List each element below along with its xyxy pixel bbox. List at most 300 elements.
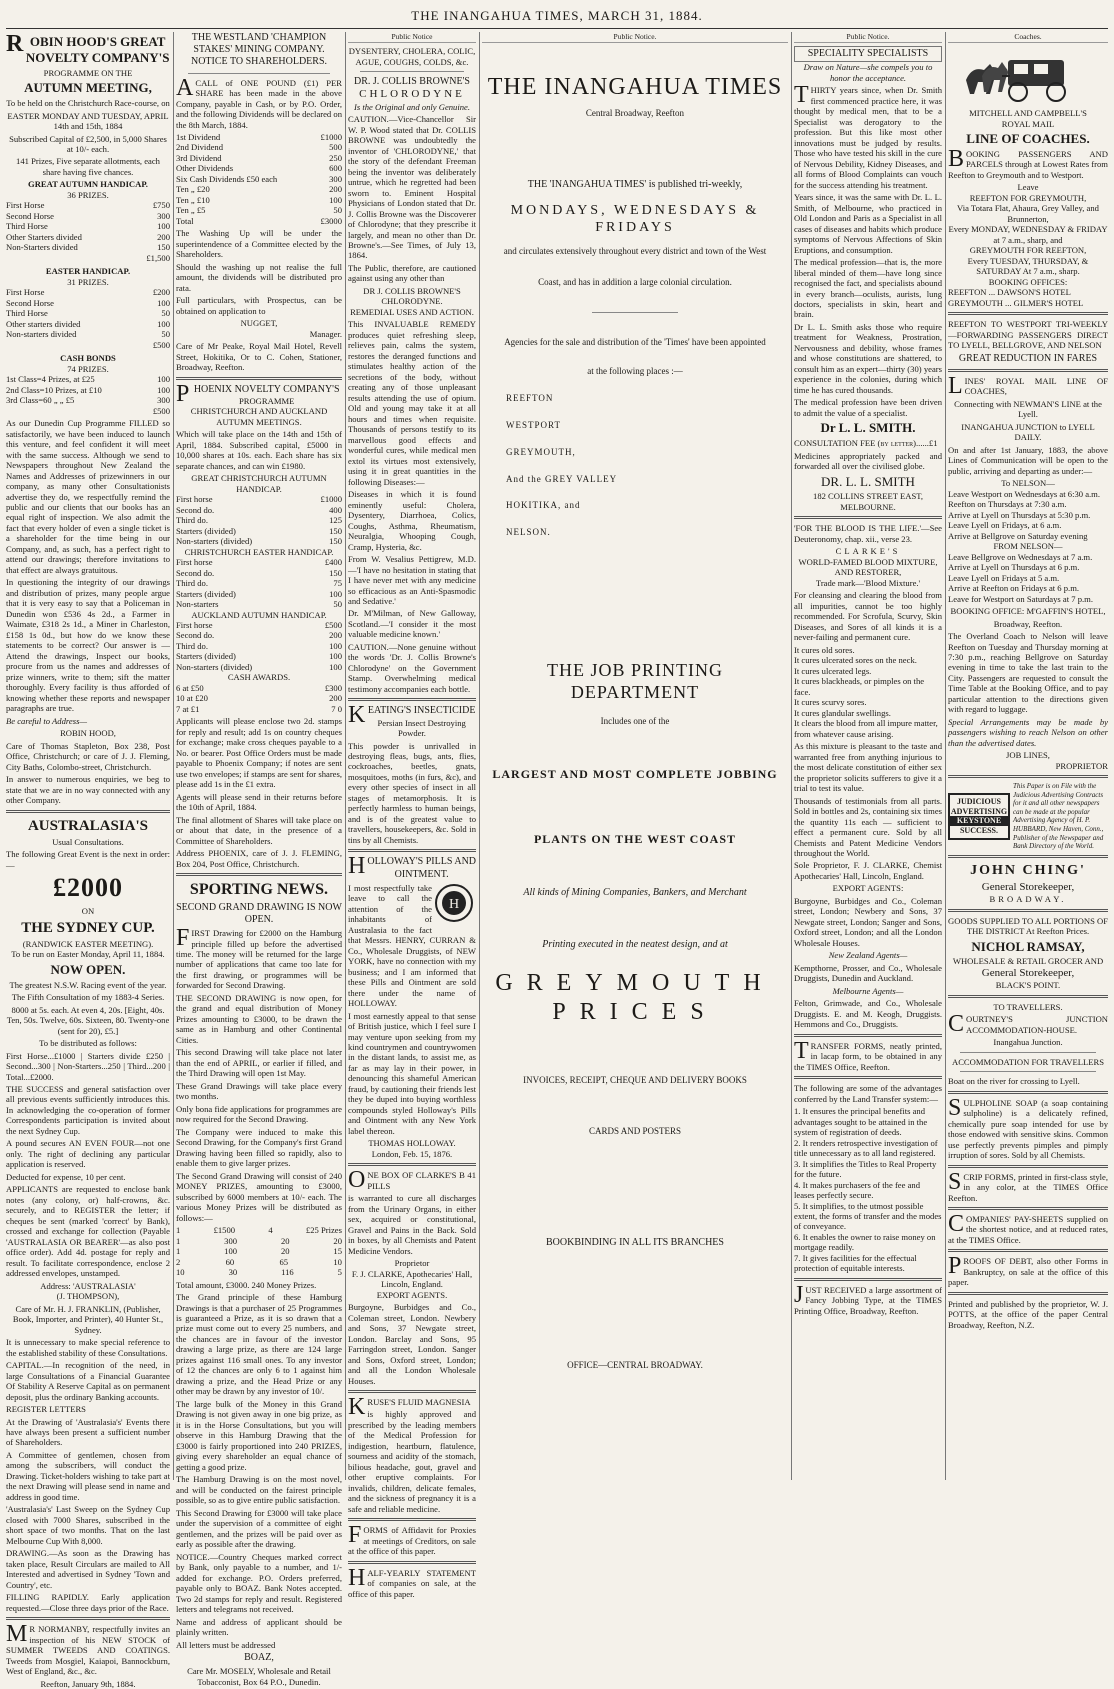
table-cell: 20 — [280, 1235, 290, 1246]
table-row — [176, 1246, 342, 1256]
table-cell: 65 — [279, 1256, 289, 1267]
table-cell: £1000 — [320, 131, 342, 142]
table-cell: 150 — [329, 567, 342, 578]
aus-para-3: Deducted for expense, 10 per cent. — [6, 1171, 126, 1182]
robin-hood-heading: ROBIN HOOD'S GREAT NOVELTY COMPANY'S — [6, 31, 170, 65]
list-item: It clears the blood from all impure matter, from whatever cause arising. — [794, 718, 938, 739]
to-nelson-list — [948, 489, 1108, 541]
chloro-para-5: This INVALUABLE REMEDY produces quiet refreshing sleep, relieves pain, calms the system, restores the deranged functions and stimulates healthy action of the secretions of the body, without creating any of those unpleasant results attending the use of opium. Old and young may take it at all hours and times when requisite. Thousands of persons testify to its marvellous good effects and wonderful cures, while medical men extol its virtues most extensively, using it in great quantities in the following Diseases:— — [348, 319, 476, 487]
cash-bonds: CASH BONDS — [60, 353, 116, 364]
great-reduction: GREAT REDUCTION IN FARES — [958, 352, 1098, 364]
table-row — [176, 599, 342, 609]
chloro-para-3: DR J. COLLIS BROWNE'S CHLORODYNE. — [363, 285, 461, 307]
table-cell: First horse — [176, 494, 213, 505]
clarke-name: F. J. CLARKE, Apothecaries' Hall, — [351, 1268, 473, 1279]
list-item: It cures ulcerated sores on the neck. — [794, 655, 917, 666]
booking-offices: BOOKING OFFICES: — [988, 276, 1068, 287]
sport-para-13: NOTICE.—Country Cheques marked correct by Bank, only payable to a number, and 1/- added for exchange. P.O. Orders preferred, payable only to BOAZ. Bank Notes accepted. Two 2d stamps for reply and result. Registered letters and telegrams not received. — [176, 1551, 342, 1615]
table-row — [176, 683, 342, 693]
holloway-signature: THOMAS HOLLOWAY. — [368, 1138, 456, 1149]
export-agents: EXPORT AGENTS: — [832, 883, 904, 894]
overland-coach: The Overland Coach to Nelson will leave Reefton on Tuesday and Thursday morning at 7:30 p.m., reaching Bellgrove on Saturday evening in time to take the last train to the City. Passengers are requested to consult the Time Table at the Booking Office, and to pay particular attention to the directions given with regard to luggage. — [948, 631, 1108, 715]
col5-header: Public Notice. — [794, 32, 942, 43]
aus-text-2: The Fifth Consultation of my 1883-4 Series. — [11, 992, 165, 1003]
phoenix-address: Address PHOENIX, care of J. J. FLEMING, Box 204, Post Office, Christchurch. — [176, 848, 342, 869]
notice-shareholders: NOTICE TO SHAREHOLDERS. — [190, 56, 328, 68]
chlorodyne: CHLORODYNE — [359, 88, 465, 101]
col6-header: Coaches. — [948, 32, 1108, 43]
trade-mark: Trade mark—'Blood Mixture.' — [815, 577, 921, 588]
list-item: REEFTON — [506, 392, 554, 403]
chloro-para-4: REMEDIAL USES AND ACTION. — [350, 306, 474, 317]
table-cell: 300 — [157, 210, 170, 221]
table-cell: 300 — [157, 395, 170, 406]
judicious-badge — [948, 782, 1108, 850]
list-item: Arrive at Lyell on Thursdays at 5:30 p.m. — [948, 509, 1091, 520]
table-row — [176, 1236, 342, 1246]
aus-address-1: (J. THOMPSON), — [56, 1291, 120, 1302]
keating-para: This powder is unrivalled in destroying fleas, bugs, ants, flies, cockroaches, beetles, gnats, mosquitoes, moths (in furs, &c), and every other species of insect in all stages of metamorphosis. It is perfectly harmless to human beings, and is of the greatest value to travellers, housekeepers, &c. Sold in tins by all Chemists. — [348, 740, 476, 845]
list-item: Arrive at Reefton on Fridays at 6 p.m. — [948, 583, 1080, 594]
table-row — [6, 319, 170, 329]
table-cell: 7 0 — [331, 703, 342, 714]
sport-para-8: Total amount, £3000. 240 Money Prizes. — [176, 1279, 317, 1290]
times-circulates: and circulates extensively throughout every district and town of the West — [503, 245, 767, 256]
badge-line-4: SUCCESS. — [959, 826, 998, 836]
column-5 — [794, 32, 942, 1480]
table-cell: Other Starters divided — [6, 231, 82, 242]
table-cell: £1500 — [213, 1225, 236, 1236]
column-4 — [482, 32, 788, 1480]
table-row — [6, 211, 170, 221]
dr-smith-1: Dr L. L. SMITH. — [820, 420, 916, 436]
aus-para-6: CAPITAL.—In recognition of the need, in large Consultations of a Financial Guarantee Of Stability A Reserve Capital as on permanent deposit, plus the ordinary Banking accounts. — [6, 1360, 170, 1402]
list-item: 3. It simplifies the Titles to Real Property for the future. — [794, 1158, 937, 1180]
list-item: HOKITIKA, and — [506, 500, 581, 511]
handicap1-prizes: 36 PRIZES. — [67, 189, 109, 200]
cash-bonds-table — [6, 374, 170, 416]
phoenix-g2-table — [176, 557, 342, 609]
phoenix-g3: AUCKLAND AUTUMN HANDICAP. — [191, 609, 327, 620]
table-cell: 100 — [329, 640, 342, 651]
table-cell: Starters (divided) — [176, 588, 236, 599]
sport-para-2: THE SECOND DRAWING is now open, for the grand and equal distribution of Money Prizes amounting to £3000, to be drawn the same as in Hamburg and other Continental Cities. — [176, 992, 342, 1045]
coach-illustration-icon — [958, 46, 1098, 106]
table-row — [176, 174, 342, 184]
table-cell: 60 — [225, 1256, 235, 1267]
table-cell: Second do. — [176, 504, 215, 515]
table-cell: Starters (divided) — [176, 651, 236, 662]
list-item: Leave Lyell on Fridays, at 6 a.m. — [948, 520, 1062, 531]
table-cell: 7 at £1 — [176, 703, 200, 714]
list-item: 7. It gives facilities for the effectual protection of equitable interests. — [794, 1252, 917, 1274]
goods-supplied: GOODS SUPPLIED TO ALL PORTIONS OF THE DISTRICT At Reefton Prices. — [948, 915, 1109, 937]
keystone-badge-icon — [948, 793, 1010, 840]
sport-para-5: Only bona fide applications for programmes are now required for the Second Drawing. — [176, 1103, 342, 1125]
holloway-seal-icon — [434, 883, 474, 923]
chloro-para-2: The Public, therefore, are cautioned against using any other than — [348, 262, 476, 284]
advantages-intro: The following are some of the advantages conferred by the Land Transfer system:— — [794, 1083, 942, 1104]
australasia-sub: Usual Consultations. — [52, 836, 124, 847]
table-cell: £300 — [324, 682, 342, 693]
table-row — [176, 641, 342, 651]
table-cell: £500 — [152, 405, 170, 416]
list-item: Arrive at Bellgrove on Saturday evening — [948, 530, 1088, 541]
list-item: And the GREY VALLEY — [506, 473, 618, 484]
table-cell: Third Horse — [6, 221, 48, 232]
table-cell: 100 — [329, 661, 342, 672]
table-row — [6, 395, 170, 405]
dysentery-line: DYSENTERY, CHOLERA, COLIC, AGUE, COUGHS, COLDS, &c. — [348, 46, 476, 67]
table-cell: First Horse — [6, 200, 45, 211]
phoenix-g3-table — [176, 620, 342, 672]
list-item: Arrive at Lyell on Thursdays at 6 p.m. — [948, 562, 1080, 573]
table-cell: 150 — [329, 525, 342, 536]
table-cell: £25 Prizes — [305, 1225, 342, 1236]
nichol-storekeeper: General Storekeeper, — [981, 966, 1075, 979]
table-row — [176, 630, 342, 640]
sport-para-7: The Second Grand Drawing will consist of 240 MONEY PRIZES, amounting to £3000, subscribed by 6000 members at 10/- each. The various Money Prizes will be distributed as follows:— — [176, 1170, 342, 1223]
table-row — [176, 142, 342, 152]
aus-para-10: 'Australasia's' Last Sweep on the Sydney Cup closed with 7000 Shares, subscribed in the short space of two months. That on the last Melbourne Cup With 8,000. — [6, 1504, 170, 1546]
line-of-coaches: LINE OF COACHES. — [966, 131, 1090, 147]
sporting-sub: SECOND GRAND DRAWING IS NOW OPEN. — [176, 901, 342, 925]
office-central: OFFICE—CENTRAL BROADWAY. — [567, 1359, 703, 1370]
transfer-forms: TRANSFER FORMS, neatly printed, in lacap form, to be obtained in any the TIMES Office, Reefton. — [794, 1037, 942, 1072]
chloro-para-7: From W. Vesalius Pettigrew, M.D.—'I have no hesitation in stating that I have never met with any medicine so efficacious as an Anti-Spasmodic and Sedative.' — [348, 554, 476, 606]
table-cell: 50 — [161, 329, 170, 340]
table-cell: 150 — [157, 242, 170, 253]
table-row — [176, 1267, 342, 1277]
table-cell: Second Horse — [6, 210, 54, 221]
table-cell: Non-starters (divided) — [176, 661, 253, 672]
kruse-heading: KRUSE'S FLUID MAGNESIA — [348, 1394, 471, 1420]
table-row — [176, 620, 342, 630]
australasia-heading: AUSTRALASIA'S — [27, 817, 149, 834]
phoenix-heading: PHOENIX NOVELTY COMPANY'S — [176, 380, 340, 407]
speciality-heading: SPECIALITY SPECIALISTS — [794, 46, 942, 62]
places-list — [482, 393, 788, 539]
table-cell: 3rd Class=60 „ „ £5 — [6, 395, 75, 406]
table-cell: Starters (divided) — [176, 525, 236, 536]
table-row — [176, 651, 342, 661]
clarkes: CLARKE'S — [835, 546, 901, 557]
table-row — [176, 184, 342, 194]
smith-para-3: The medical profession—that is, the more liberal minded of them—have long since recognised the fact, and specialists abound in every branch—oculists, aurists, lung doctors, specialists in skin, heart and brain. — [794, 257, 942, 320]
table-cell: Ten „ £5 — [176, 205, 206, 216]
table-row — [176, 578, 342, 588]
clarke-export: EXPORT AGENTS. — [376, 1289, 448, 1300]
table-row — [6, 232, 170, 242]
list-item: 4. It makes purchasers of the fee and leases perfectly secure. — [794, 1179, 920, 1201]
list-item: GREYMOUTH, — [506, 446, 576, 457]
sport-para-6: The Company were induced to make this Second Drawing, for the Company's first Grand Drawing having been filled so rapidly, also to enable them to give larger prizes. — [176, 1126, 342, 1169]
column-3 — [348, 32, 477, 1599]
phoenix-g1: GREAT CHRISTCHURCH AUTUMN HANDICAP. — [191, 473, 327, 494]
smith-para-2: Years since, it was the same with Dr. L. L. Smith, of Melbourne, who practiced in Old London and Paris as a Specialist in all cases of diseases and habits which produce symptoms of Nervous Affections of Skin Eruptions, and consumption. — [794, 192, 942, 255]
table-cell: 5 — [337, 1267, 342, 1278]
wholesale-grocer: WHOLESALE & RETAIL GROCER AND — [952, 956, 1104, 967]
courtneys: COURTNEY'S JUNCTION ACCOMMODATION-HOUSE. — [948, 1011, 1108, 1038]
clarke-pills-heading: ONE BOX OF CLARKE'S B 41 PILLS — [348, 1167, 476, 1194]
chloro-para-9: CAUTION.—None genuine without the words 'Dr. J. Collis Browne's Chlorodyne' on the Government Stamp. Overwhelming medical testimony accompanies each bottle. — [348, 641, 476, 694]
melb-agents-list: Felton, Grimwade, and Co., Wholesale Druggists. E. and M. Keogh, Druggists. Hemmons and Co., Druggists. — [794, 998, 942, 1030]
table-cell: 200 — [329, 630, 342, 641]
job-sub: Includes one of the — [600, 716, 670, 727]
table-row — [6, 221, 170, 231]
blood-life: 'FOR THE BLOOD IS THE LIFE.'—See Deuteronomy, chap. xii., verse 23. — [794, 523, 942, 544]
table-cell: 6 at £50 — [176, 682, 204, 693]
smith-para-1: THIRTY years since, when Dr. Smith first commenced practice here, it was thought by medical men, that to be a Specialist was derogatory to the profession. But this like most other innovations must be judged by results. Those who have tested his skill in the cure of Nervous Debility, Kidney Diseases, and all forms of Blood Complaints can vouch for the success attending his treatment. — [794, 82, 942, 190]
table-cell: £200 — [152, 287, 170, 298]
list-item: It cures glandular swellings. — [794, 707, 891, 718]
aus-para-9: A Committee of gentlemen, chosen from among the subscribers, will conduct the Drawing. Ticket-holders wishing to take part at the next Drawing will please send in name and address in good time. — [6, 1449, 170, 1502]
westland-address: Care of Mr Peake, Royal Mail Hotel, Revell Street, Hokitika, Or to C. Cohen, Stationer, Broadway, Reefton. — [176, 341, 342, 373]
table-cell: Third do. — [176, 515, 208, 526]
sport-para-15: All letters must be addressed — [176, 1639, 276, 1650]
list-item: Reefton on Thursdays at 7:30 a.m. — [948, 499, 1067, 510]
table-row — [176, 693, 342, 703]
table-row — [6, 308, 170, 318]
table-cell: Third do. — [176, 640, 208, 651]
reefton-westport: REEFTON TO WESTPORT TRI-WEEKLY—FORWARDING PASSENGERS DIRECT TO LYELL, BELLGROVE, AND NELSON — [948, 319, 1108, 351]
sport-para-9: The Grand principle of these Hamburg Drawings is that a purchaser of 25 Programmes is guaranteed a Prize, as it is so drawn that a prize must come out to every 25 numbers, and the chances are in favour of the investor drawing a large prize, as there are 124 large prizes against 116 small ones. To any investor of 12 the chances are only 6 to 1 against him drawing a prize, and the Head Prize or any other may be drawn by any investor of 10/. — [176, 1292, 342, 1397]
half-yearly-ad: HALF-YEARLY STATEMENT of companies on sale, at the office of this paper. — [348, 1564, 476, 1599]
table-cell: 15 — [333, 1246, 342, 1257]
now-open: NOW OPEN. — [50, 961, 126, 977]
phoenix-para-3: Agents will please send in their returns before the 10th of April, 1884. — [176, 791, 342, 813]
australasia-on: ON — [81, 906, 95, 917]
times-places-intro: at the following places :— — [587, 365, 683, 376]
sport-para-11: The Hamburg Drawing is on the most novel, and will be conducted on the fairest principle possible, so as to give entire public satisfaction. — [176, 1474, 342, 1506]
original-genuine: Is the Original and only Genuine. — [354, 101, 470, 112]
robin-signature: ROBIN HOOD, — [60, 728, 116, 739]
table-cell: 200 — [157, 231, 170, 242]
table-cell: Second Horse — [6, 297, 54, 308]
times-agencies: Agencies for the sale and distribution of the 'Times' have been appointed — [504, 336, 766, 347]
office-reefton: REEFTON ... DAWSON'S HOTEL — [948, 287, 1071, 298]
keating-heading: KEATING'S INSECTICIDE — [348, 702, 476, 729]
blood-para-4: Sole Proprietor, F. J. CLARKE, Chemist Apothecaries' Hall, Lincoln, England. — [794, 860, 942, 881]
westland-para-2: Should the washing up not realise the full amount, the dividends will be distributed pro rata. — [176, 261, 342, 293]
robin-address: Care of Thomas Stapleton, Box 238, Post Office, Christchurch; or care of J. J. Fleming, City Baths, Colombo-street, Christchurch. — [6, 740, 170, 772]
aus-para-12: FILLING RAPIDLY. Early application requested.—Close three days prior of the Race. — [6, 1592, 170, 1613]
westland-para-1: The Washing Up will be under the superintendence of a Committee elected by the Shareholders. — [176, 228, 342, 260]
col4-header: Public Notice. — [482, 32, 788, 43]
table-row — [6, 340, 170, 350]
reefton-greymouth: REEFTON FOR GREYMOUTH, — [969, 192, 1087, 203]
table-row — [6, 385, 170, 395]
table-cell: 20 — [280, 1246, 290, 1257]
collis-browne: DR. J. COLLIS BROWNE'S — [354, 76, 470, 88]
greymouth-prices: GREYMOUTH PRICES — [495, 969, 775, 1026]
easter-line: EASTER MONDAY AND TUESDAY, APRIL 14th and 15th, 1884 — [7, 110, 169, 132]
to-travellers: TO TRAVELLERS. — [993, 1001, 1063, 1012]
table-cell: £3000 — [320, 215, 342, 226]
clarke-place: Lincoln, England. — [381, 1279, 443, 1290]
nichol-ramsay: NICHOL RAMSAY, — [971, 938, 1085, 954]
column-6 — [948, 32, 1108, 1480]
westland-para-3: Full particulars, with Prospectus, can be obtained on application to — [176, 295, 342, 316]
table-cell: 1st Class=4 Prizes, at £25 — [6, 374, 95, 385]
table-cell: Third Horse — [6, 308, 48, 319]
table-row — [176, 589, 342, 599]
table-cell: 200 — [329, 693, 342, 704]
table-cell: 1 — [176, 1246, 181, 1257]
mining-companies: All kinds of Mining Companies, Bankers, and Merchant — [523, 886, 747, 898]
table-cell: 300 — [224, 1235, 238, 1246]
general-storekeeper: General Storekeeper, — [981, 880, 1075, 893]
booking-passengers: BOOKING PASSENGERS AND PARCELS through at Lowest Rates from Reefton to Greymouth and to Westport. — [948, 145, 1108, 180]
aus-para: THE SUCCESS and general satisfaction over all previous events sufficiently introduces this. In acknowledging the co-operation of former Correspondents participation is invited about the next Sydney Cup. — [6, 1083, 170, 1136]
table-cell: 100 — [157, 297, 170, 308]
holloway-date: London, Feb. 15, 1876. — [371, 1148, 453, 1159]
smith-para-5: The medical profession have been driven to admit the value of a specialist. — [794, 397, 942, 418]
list-item: It cures scurvy sores. — [794, 697, 867, 708]
normanby-date: Reefton, January 9th, 1884. — [40, 1678, 136, 1689]
table-row — [176, 557, 342, 567]
table-cell: £1000 — [320, 494, 342, 505]
table-cell: £400 — [324, 557, 342, 568]
john-ching: JOHN CHING' — [970, 862, 1086, 878]
table-cell: 2nd Class=10 Prizes, at £10 — [6, 384, 102, 395]
holloway-para-2: I most earnestly appeal to that sense of British justice, which I feel sure I may venture upon seeking from my kind countrymen and countrywomen in the distant lands, to assist me, as far as may lay in their power, in denouncing this shameful American fraud, by cautioning their friends lest they be duped into buying worthless compounds styled Holloway's Pills and Ointment with any New York label thereon. — [348, 1010, 476, 1136]
draw-on-nature: Draw on Nature—she compels you to honor the acceptance. — [803, 62, 933, 83]
phoenix-para: Which will take place on the 14th and 15th of April, 1884. Subscribed capital, £5000 in 10,000 shares at 10s. each. Each share has six separate chances, and can win £1980. — [176, 429, 342, 471]
table-row — [176, 662, 342, 672]
table-cell: 10 — [176, 1267, 185, 1278]
table-cell: 3rd Dividend — [176, 152, 222, 163]
table-cell: First horse — [176, 620, 213, 630]
badge-line-1: JUDICIOUS — [956, 796, 1001, 806]
advantages-list — [794, 1106, 942, 1274]
list-item: Leave for Westport on Saturdays at 7 p.m. — [948, 593, 1093, 604]
phoenix-g4: CASH AWARDS. — [227, 672, 291, 683]
list-item: It cures old sores. — [794, 644, 855, 655]
boat-on-river: Boat on the river for crossing to Lyell. — [948, 1076, 1080, 1087]
list-item: It cures blackheads, or pimples on the face. — [794, 676, 925, 697]
from-nelson-list — [948, 552, 1108, 604]
table-cell: Other Dividends — [176, 163, 234, 174]
table-cell: 4 — [268, 1225, 273, 1236]
sport-para-1: FIRST Drawing for £2000 on the Hamburg principle filled up before the advertised time. The money will be returned for the large number of applications that came too late for the first drawing, or programmes will be forwarded for Second Drawing. — [176, 925, 342, 991]
proprietor-label: PROPRIETOR — [1055, 760, 1108, 771]
table-cell: 10 — [333, 1256, 342, 1267]
collins-street: 182 COLLINS STREET EAST, MELBOURNE. — [813, 491, 923, 512]
blood-para-2: As this mixture is pleasant to the taste and warranted free from anything injurious to the most delicate constitution of either sex the proprietor solicits sufferers to give it a trial to test its value. — [794, 741, 942, 794]
times-title: THE INANGAHUA TIMES — [487, 74, 783, 101]
table-cell: 200 — [329, 184, 342, 195]
table-row — [6, 406, 170, 416]
cures-list — [794, 645, 942, 739]
medicines-line: Medicines appropriately packed and forwarded all over the civilised globe. — [794, 450, 942, 472]
table-cell: 2nd Dividend — [176, 142, 224, 153]
table-row — [176, 568, 342, 578]
hubbard-text: This Paper is on File with the Judicious Advertising Contracts for it and all other newspapers can be made at the popular Advertising Agency of H. P. HUBBARD, New Haven, Conn., Publisher of the Newspaper and Bank Directory of the World. — [1013, 782, 1104, 851]
table-cell: £500 — [324, 620, 342, 630]
table-row — [176, 494, 342, 504]
table-cell: Six Cash Dividends £50 each — [176, 173, 278, 184]
australasia-line: The following Great Event is the next in order:— — [6, 849, 170, 870]
list-item: 5. It simplifies, to the utmost possible extent, the forms of transfer and the modes of conveyance. — [794, 1200, 942, 1232]
column-1 — [6, 31, 170, 1689]
phoenix-g1-table — [176, 494, 342, 546]
times-published: THE 'INANGAHUA TIMES' is published tri-weekly, — [527, 179, 743, 191]
table-cell: 30 — [228, 1267, 238, 1278]
australasia-amount: £2000 — [53, 873, 123, 903]
table-cell: 116 — [281, 1267, 294, 1278]
blood-para-3: Thousands of testimonials from all parts. Sold in bottles and 2s, containing six times the quantity 11s each — sufficient to effect a permanent cure. Sold by all Chemists and Patent Medicine Vendors throughout the World. — [794, 795, 942, 858]
on-and-after: On and after 1st January, 1883, the above Lines of Communication will be open to the public, arriving and departing as under:— — [948, 444, 1108, 476]
list-item: Leave Westport on Wednesdays at 6:30 a.m. — [948, 488, 1100, 499]
aus-text-5: First Horse...£1000 | Starters divide £250 | Second...300 | Non-Starters...250 | Third...200 | Total...£2000. — [6, 1050, 170, 1082]
programme-label: PROGRAMME ON THE — [43, 67, 133, 78]
table-cell: Other starters divided — [6, 318, 81, 329]
table-cell: 100 — [329, 588, 342, 599]
table-row — [6, 374, 170, 384]
table-cell: Second do. — [176, 630, 215, 641]
largest-jobbing: LARGEST AND MOST COMPLETE JOBBING — [492, 767, 778, 782]
pay-sheets: COMPANIES' PAY-SHEETS supplied on the shortest notice, and at reduced rates, at the TIMES Office. — [948, 1211, 1108, 1245]
table-cell: 50 — [333, 599, 342, 610]
aus-address-head: Address: 'AUSTRALASIA' — [40, 1280, 136, 1291]
job-lines: JOB LINES, — [1006, 750, 1050, 761]
aus-text-4: To be distributed as follows: — [39, 1038, 137, 1049]
greymouth-reefton: GREYMOUTH FOR REEFTON, — [969, 245, 1087, 256]
table-row — [176, 132, 342, 142]
newspaper-page — [6, 4, 1109, 1689]
easter-handicap: EASTER HANDICAP. — [45, 266, 131, 277]
masthead-title: THE INANGAHUA TIMES, MARCH 31, 1884. — [6, 4, 1108, 29]
plants-west-coast: PLANTS ON THE WEST COAST — [533, 831, 737, 846]
table-cell: 20 — [333, 1235, 342, 1246]
printing-executed: Printing executed in the neatest design, and at — [542, 938, 728, 950]
nz-agents: New Zealand Agents— — [828, 950, 908, 961]
manager-label: Manager. — [309, 328, 342, 339]
table-row — [176, 153, 342, 163]
aus-text-1: The greatest N.S.W. Racing event of the year. — [9, 979, 167, 990]
inangahua-junction: Inangahua Junction. — [993, 1037, 1063, 1048]
table-cell: 1 — [176, 1225, 181, 1236]
nz-agents-list: Kempthorne, Prosser, and Co., Wholesale Druggists, Dunedin and Auckland. — [794, 962, 942, 984]
every-monday: Every MONDAY, WEDNESDAY & FRIDAY at 7 a.m., sharp, and — [948, 224, 1108, 245]
phoenix-para-2: Applicants will please enclose two 2d. stamps for reply and result; add 1s on country cheques for exchange; make cross cheques payable to a No. or bearer. Post Office Orders must be made payable to Phoenix Company; if notes are sent use two envelopes; if stamps are sent for shares, please add 1s in the £1 extra. — [176, 716, 342, 790]
prize-table — [176, 1225, 342, 1277]
invoices-line: INVOICES, RECEIPT, CHEQUE AND DELIVERY BOOKS — [523, 1075, 747, 1086]
blacks-point: BLACK'S POINT. — [995, 980, 1061, 991]
table-cell: First horse — [176, 557, 213, 568]
list-item: Leave Bellgrove on Wednesdays at 7 a.m. — [948, 551, 1093, 562]
table-row — [6, 329, 170, 339]
table-cell: 150 — [329, 536, 342, 547]
table-cell: 300 — [329, 173, 342, 184]
boaz-address: Care Mr. MOSELY, Wholesale and Retail Tobacconist, Box 64 P.O., Dunedin. — [187, 1666, 331, 1687]
table-cell: 1 — [176, 1235, 181, 1246]
table-row — [176, 205, 342, 215]
holloway-para: I most respectfully take leave to call the attention of the inhabitants of Australasia to the fact that Messrs. HENRY, CURRAN & Co., Wholesale Druggists, of NEW YORK, have no connection with my business; and I am informed that these Pills and Ointment are sold there under the name of HOLLOWAY. — [348, 882, 476, 1009]
phoenix-programme: PROGRAMME — [238, 395, 295, 406]
royal-mail: ROYAL MAIL — [1001, 118, 1055, 129]
table-cell: 100 — [157, 384, 170, 395]
table-cell: 100 — [224, 1246, 238, 1257]
aus-text-3: 8000 at 5s. each. At even 4, 20s. [Eight, 40s. Ten, 50s. Twelve, 60s. Sixteen, 80. Twenty-one (sent for 20), £5.] — [6, 1004, 170, 1036]
accommodation: ACCOMMODATION FOR TRAVELLERS — [951, 1056, 1104, 1067]
table-cell: 100 — [329, 651, 342, 662]
times-days: MONDAYS, WEDNESDAYS & FRIDAYS — [510, 202, 760, 235]
newman-line: Connecting with NEWMAN'S LINE at the Lyell. — [954, 398, 1102, 420]
export-agents-list: Burgoyne, Burbidges and Co., Coleman street, London; Newbery and Sons, 37 Newgate street, London; Sanger and Sons, Oxford street, London; and all the London Wholesale Houses. — [794, 895, 942, 948]
lines-royal-mail: LINES' ROYAL MAIL LINE OF COACHES, — [948, 372, 1108, 399]
